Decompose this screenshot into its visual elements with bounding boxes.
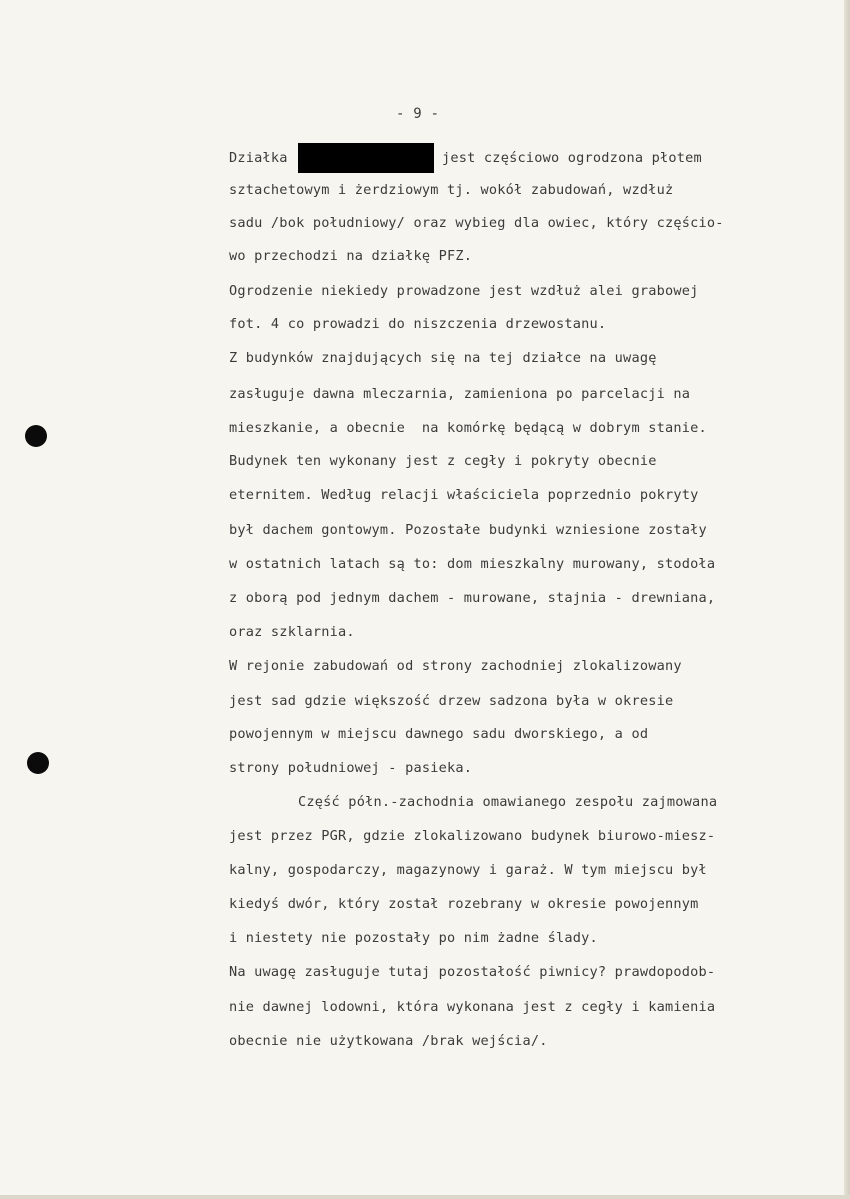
- first-line-start: Działka: [229, 150, 288, 166]
- redaction-box: [298, 143, 434, 173]
- text-line: fot. 4 co prowadzi do niszczenia drzewostanu.: [229, 316, 607, 332]
- text-line: Ogrodzenie niekiedy prowadzone jest wzdłuż alei grabowej: [229, 283, 699, 299]
- text-line: z oborą pod jednym dachem - murowane, stajnia - drewniana,: [229, 590, 716, 606]
- punch-hole: [27, 752, 49, 774]
- text-line: Z budynków znajdujących się na tej działce na uwagę: [229, 350, 657, 366]
- text-line: W rejonie zabudowań od strony zachodniej zlokalizowany: [229, 658, 682, 674]
- punch-hole: [25, 425, 47, 447]
- text-line: sadu /bok południowy/ oraz wybieg dla owiec, który częścio-: [229, 215, 724, 231]
- text-line: nie dawnej lodowni, która wykonana jest z cegły i kamienia: [229, 999, 716, 1015]
- text-line: i niestety nie pozostały po nim żadne ślady.: [229, 930, 598, 946]
- text-line: kalny, gospodarczy, magazynowy i garaż. W tym miejscu był: [229, 862, 707, 878]
- text-line: w ostatnich latach są to: dom mieszkalny murowany, stodoła: [229, 556, 716, 572]
- text-line: obecnie nie użytkowana /brak wejścia/.: [229, 1033, 548, 1049]
- page-number: - 9 -: [396, 106, 440, 122]
- text-line: Na uwagę zasługuje tutaj pozostałość piwnicy? prawdopodob-: [229, 964, 716, 980]
- text-line: mieszkanie, a obecnie na komórkę będącą w dobrym stanie.: [229, 420, 707, 436]
- text-line: strony południowej - pasieka.: [229, 760, 473, 776]
- text-line-indented: Część półn.-zachodnia omawianego zespołu zajmowana: [298, 794, 718, 810]
- text-line: kiedyś dwór, który został rozebrany w okresie powojennym: [229, 896, 699, 912]
- page-edge-shadow: [844, 0, 850, 1199]
- text-line: eternitem. Według relacji właściciela poprzednio pokryty: [229, 487, 699, 503]
- text-line: sztachetowym i żerdziowym tj. wokół zabudowań, wzdłuż: [229, 182, 674, 198]
- text-line: powojennym w miejscu dawnego sadu dworskiego, a od: [229, 726, 649, 742]
- first-line-end: jest częściowo ogrodzona płotem: [442, 150, 702, 166]
- text-line: oraz szklarnia.: [229, 624, 355, 640]
- text-line: jest sad gdzie większość drzew sadzona była w okresie: [229, 693, 674, 709]
- page-bottom-edge: [0, 1195, 850, 1199]
- text-line: Budynek ten wykonany jest z cegły i pokryty obecnie: [229, 453, 657, 469]
- text-line: zasługuje dawna mleczarnia, zamieniona po parcelacji na: [229, 386, 691, 402]
- text-line: jest przez PGR, gdzie zlokalizowano budynek biurowo-miesz-: [229, 828, 716, 844]
- text-line: wo przechodzi na działkę PFZ.: [229, 248, 473, 264]
- text-line: był dachem gontowym. Pozostałe budynki wzniesione zostały: [229, 522, 707, 538]
